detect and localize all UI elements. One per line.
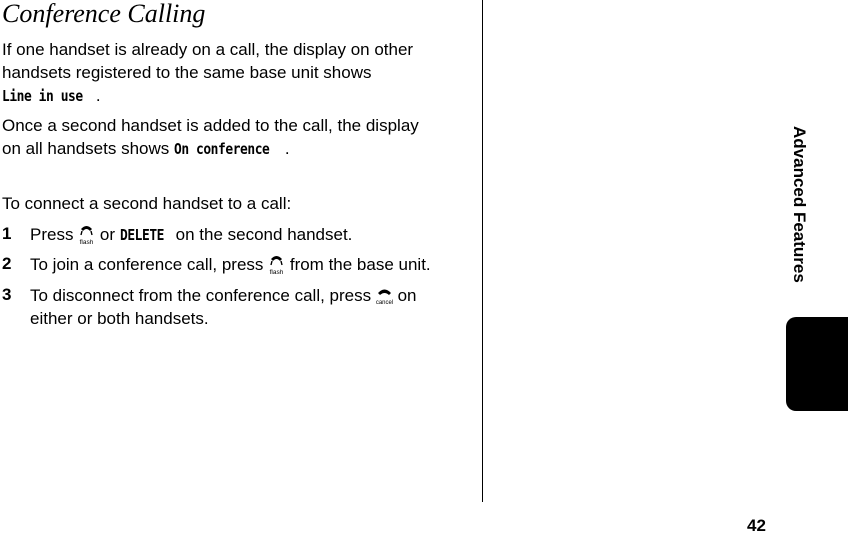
step-text-part: either or both handsets. (30, 309, 209, 328)
step-text-part: from the base unit. (285, 255, 431, 274)
step-text (30, 222, 352, 247)
paragraph-line-in-use (2, 38, 413, 108)
section-title: Conference Calling (2, 0, 206, 28)
side-tab-marker (786, 317, 848, 411)
cancel-key-icon (376, 283, 393, 307)
paragraph-line: handsets registered to the same base unit shows (2, 63, 372, 82)
step-text (30, 283, 416, 330)
delete-key-label: DELETE (119, 226, 164, 244)
svg-text:cancel: cancel (375, 300, 393, 306)
flash-key-icon (268, 252, 285, 276)
step-text-part: on the second handset. (170, 225, 353, 244)
display-text-line-in-use: Line in use (2, 87, 83, 105)
page-number: 42 (747, 516, 766, 535)
step-text-part: or (95, 225, 120, 244)
step-text-part: To join a conference call, press (30, 255, 269, 274)
paragraph-line: If one handset is already on a call, the display on other (2, 40, 414, 59)
period: . (95, 86, 101, 105)
step-number: 3 (2, 285, 12, 304)
step-text-part: To disconnect from the conference call, press (30, 286, 376, 305)
side-tab-label: Advanced Features (790, 126, 809, 283)
paragraph-on-conference (2, 114, 419, 161)
period: . (284, 139, 290, 158)
column-divider (482, 0, 483, 502)
svg-text:flash: flash (79, 239, 94, 246)
step-text-part: on (392, 286, 417, 305)
step-text-part: Press (30, 225, 79, 244)
display-text-on-conference: On conference (174, 140, 270, 158)
paragraph-text: on all handsets shows (2, 139, 174, 158)
step-number: 1 (2, 224, 12, 243)
paragraph-line: Once a second handset is added to the call, the display (2, 116, 419, 135)
paragraph-line (2, 137, 419, 161)
paragraph-line (2, 84, 413, 108)
steps-intro: To connect a second handset to a call: (2, 194, 292, 213)
step-number: 2 (2, 254, 12, 273)
svg-text:flash: flash (269, 269, 284, 276)
flash-key-icon (78, 222, 95, 246)
step-text (30, 252, 431, 276)
